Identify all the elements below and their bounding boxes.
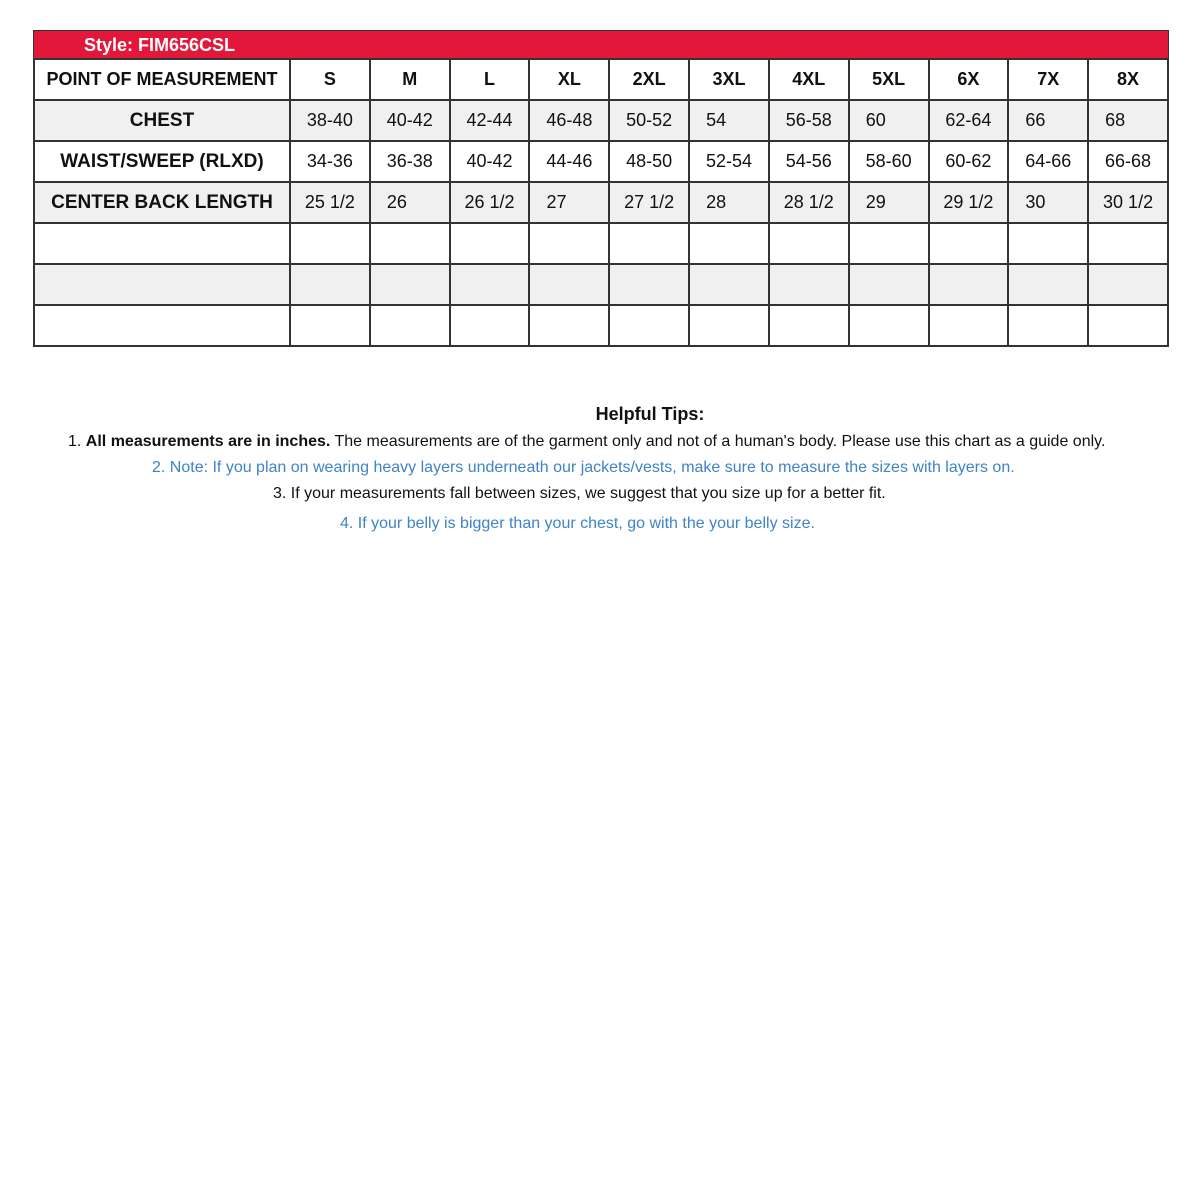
table-cell: 28	[689, 182, 769, 223]
tip-3: 3. If your measurements fall between sizes, we suggest that you size up for a better fit.	[273, 485, 886, 502]
tip-1	[68, 433, 1105, 451]
table-cell: 26	[370, 182, 450, 223]
table-cell: 60	[849, 100, 929, 141]
table-cell: 66-68	[1088, 141, 1168, 182]
table-cell: 54-56	[769, 141, 849, 182]
column-header: L	[450, 59, 530, 100]
tip-1-number: 1.	[68, 433, 86, 450]
table-row-chest	[34, 100, 1168, 141]
table-cell: 29 1/2	[929, 182, 1009, 223]
table-cell: 42-44	[450, 100, 530, 141]
table-cell: 26 1/2	[450, 182, 530, 223]
column-header: XL	[529, 59, 609, 100]
column-header: 8X	[1088, 59, 1168, 100]
table-cell: 60-62	[929, 141, 1009, 182]
table-cell: 54	[689, 100, 769, 141]
column-header: 7X	[1008, 59, 1088, 100]
table-cell: 28 1/2	[769, 182, 849, 223]
column-header: 2XL	[609, 59, 689, 100]
table-cell: 40-42	[450, 141, 530, 182]
table-cell: 27	[529, 182, 609, 223]
tip-1-text: The measurements are of the garment only and not of a human's body. Please use this chart as a guide only.	[330, 433, 1106, 450]
tip-2: 2. Note: If you plan on wearing heavy layers underneath our jackets/vests, make sure to measure the sizes with layers on.	[152, 459, 1015, 476]
row-label: WAIST/SWEEP (RLXD)	[34, 141, 290, 182]
table-cell: 30 1/2	[1088, 182, 1168, 223]
table-cell: 64-66	[1008, 141, 1088, 182]
table-row-center-back	[34, 182, 1168, 223]
column-header: M	[370, 59, 450, 100]
column-header: 6X	[929, 59, 1009, 100]
column-header: POINT OF MEASUREMENT	[34, 59, 290, 100]
helpful-tips	[0, 404, 1200, 532]
table-cell: 29	[849, 182, 929, 223]
column-header: S	[290, 59, 370, 100]
table-cell: 44-46	[529, 141, 609, 182]
table-cell: 25 1/2	[290, 182, 370, 223]
table-header-row	[34, 59, 1168, 100]
tips-heading: Helpful Tips:	[595, 404, 705, 424]
table-cell: 27 1/2	[609, 182, 689, 223]
tip-4: 4. If your belly is bigger than your chest, go with the your belly size.	[340, 515, 815, 532]
table-cell: 30	[1008, 182, 1088, 223]
table-cell: 52-54	[689, 141, 769, 182]
table-cell: 68	[1088, 100, 1168, 141]
size-table	[33, 58, 1169, 347]
table-cell: 36-38	[370, 141, 450, 182]
table-row-waist	[34, 141, 1168, 182]
table-cell: 48-50	[609, 141, 689, 182]
empty-row	[34, 223, 1168, 264]
table-cell: 40-42	[370, 100, 450, 141]
empty-row	[34, 264, 1168, 305]
size-chart	[33, 30, 1169, 347]
row-label: CHEST	[34, 100, 290, 141]
empty-row	[34, 305, 1168, 346]
column-header: 3XL	[689, 59, 769, 100]
table-cell: 56-58	[769, 100, 849, 141]
table-cell: 50-52	[609, 100, 689, 141]
tip-1-bold: All measurements are in inches.	[85, 433, 331, 450]
column-header: 4XL	[769, 59, 849, 100]
style-label: Style: FIM656CSL	[84, 35, 236, 55]
style-header-bar	[33, 30, 1169, 58]
table-cell: 46-48	[529, 100, 609, 141]
table-cell: 58-60	[849, 141, 929, 182]
column-header: 5XL	[849, 59, 929, 100]
table-cell: 38-40	[290, 100, 370, 141]
table-cell: 62-64	[929, 100, 1009, 141]
table-cell: 66	[1008, 100, 1088, 141]
row-label: CENTER BACK LENGTH	[34, 182, 290, 223]
table-cell: 34-36	[290, 141, 370, 182]
